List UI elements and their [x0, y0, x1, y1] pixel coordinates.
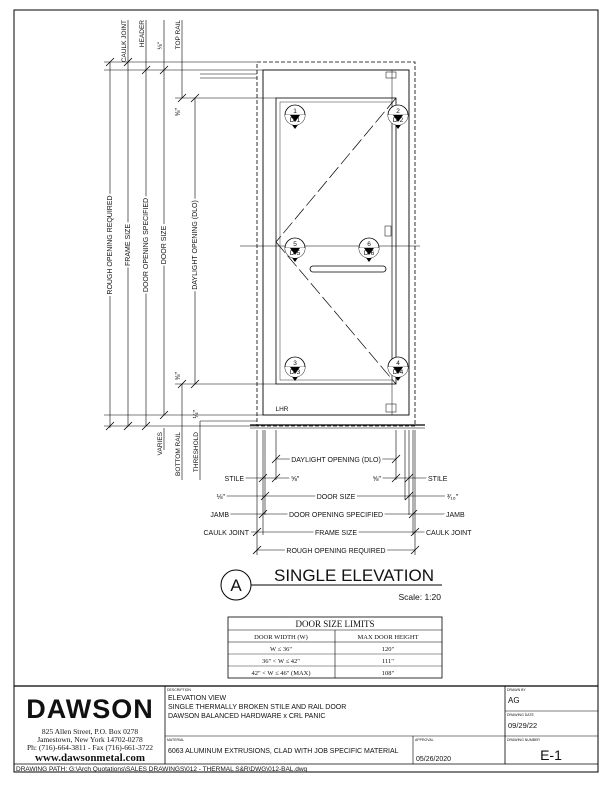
callout-3[interactable]	[285, 357, 305, 381]
dim-label-caulk-left: CAULK JOINT	[203, 530, 249, 537]
limits-row-1-width: W ≤ 36"	[270, 646, 292, 653]
dim-label-stile-left: STILE	[224, 476, 244, 483]
drawn-by-label: DRAWN BY	[507, 688, 526, 692]
dim-label-varies: VARIES	[157, 432, 164, 456]
address-line-2: Jamestown, New York 14702-0278	[37, 735, 143, 744]
drawn-by-value: AG	[508, 696, 520, 705]
callout-5-number: 5	[293, 241, 297, 248]
description-line-3: DAWSON BALANCED HARDWARE x CRL PANIC	[168, 713, 326, 720]
limits-row-2-height: 111"	[382, 658, 394, 665]
drawing-date-label: DRAWING DATE	[507, 713, 534, 717]
callout-1-sheet: D-1	[289, 117, 301, 124]
dim-label-door-size-right: ³⁄₁₆"	[447, 494, 459, 501]
description-line-2: SINGLE THERMALLY BROKEN STILE AND RAIL DOOR	[168, 704, 347, 711]
material-cell	[167, 738, 399, 755]
approval-date: 05/26/2020	[416, 756, 452, 763]
callout-2-sheet: D-2	[392, 117, 404, 124]
address-line-1: 825 Allen Street, P.O. Box 0278	[41, 727, 139, 736]
callout-1[interactable]	[285, 105, 305, 129]
description-label: DESCRIPTION	[167, 688, 191, 692]
callout-3-number: 3	[293, 360, 297, 367]
vertical-labels	[107, 20, 200, 476]
dim-label-five-eighths-top: ⅝"	[175, 108, 182, 117]
limits-row-2-width: 36" < W ≤ 42"	[262, 658, 300, 665]
view-title	[221, 566, 442, 602]
detail-callouts	[285, 105, 408, 381]
dim-label-rough-opening: ROUGH OPENING REQUIRED	[107, 195, 114, 295]
view-title-letter: A	[230, 576, 242, 595]
dim-label-header: HEADER	[139, 20, 146, 48]
callout-6-number: 6	[367, 241, 371, 248]
dim-label-door-opening-horizontal: DOOR OPENING SPECIFIED	[288, 512, 384, 519]
dim-label-threshold: THRESHOLD	[193, 432, 200, 473]
dim-label-door-opening: DOOR OPENING SPECIFIED	[143, 197, 150, 293]
drawing-date-cell	[507, 713, 537, 730]
material-value: 6063 ALUMINUM EXTRUSIONS, CLAD WITH JOB SPECIFIC MATERIAL	[168, 748, 399, 755]
material-label: MATERIAL	[167, 738, 185, 742]
approval-label: APPROVAL	[415, 738, 434, 742]
dim-label-quarter: ¼"	[193, 410, 200, 419]
dim-label-caulk-joint-top: CAULK JOINT	[121, 20, 128, 63]
callout-4-sheet: D-4	[392, 369, 404, 376]
dim-label-jamb-left: JAMB	[210, 512, 229, 519]
dim-label-rough-opening-horizontal: ROUGH OPENING REQUIRED	[286, 548, 386, 555]
drawing-number-cell	[507, 738, 562, 763]
approval-cell	[415, 738, 451, 763]
dim-label-dlo-horizontal: DAYLIGHT OPENING (DLO)	[291, 457, 381, 464]
dim-label-eighth-top: ⅛"	[157, 42, 164, 50]
company-logo: DAWSON	[26, 694, 154, 724]
drawn-by-cell	[507, 688, 526, 705]
dim-label-dlo: DAYLIGHT OPENING (DLO)	[192, 200, 199, 290]
limits-row-1-height: 120"	[381, 646, 395, 653]
view-title-scale: Scale: 1:20	[398, 592, 441, 602]
horizontal-labels	[203, 457, 472, 555]
callout-6-sheet: D-6	[363, 250, 375, 257]
drawing-date-value: 09/29/22	[508, 721, 538, 730]
dim-label-frac-left: ⅝"	[291, 476, 300, 483]
dim-label-door-size-left: ⅛"	[216, 494, 225, 501]
callout-5-sheet: D-5	[289, 250, 301, 257]
vertical-ticks	[106, 58, 199, 430]
limits-header-width: DOOR WIDTH (W)	[254, 634, 308, 641]
limits-row-3-height: 108"	[381, 670, 395, 677]
dim-label-door-size: DOOR SIZE	[161, 225, 168, 265]
description-line-1: ELEVATION VIEW	[168, 695, 227, 702]
dim-label-frac-right: ⅝"	[372, 476, 381, 483]
limits-table-title: DOOR SIZE LIMITS	[295, 619, 375, 629]
horizontal-ticks	[253, 455, 419, 554]
limits-header-height: MAX DOOR HEIGHT	[357, 634, 419, 641]
callout-3-sheet: D-3	[289, 369, 301, 376]
hinge-label: LHR	[275, 406, 289, 413]
drawing-path: DRAWING PATH: G:\Arch Quotations\SALES DRAWINGS\012 - THERMAL S&R\DWG\012-BAL.dwg	[16, 766, 308, 773]
callout-5[interactable]	[285, 238, 305, 262]
description-cell	[167, 688, 346, 720]
view-title-text: SINGLE ELEVATION	[274, 566, 434, 585]
drawing-number-value: E-1	[540, 747, 562, 763]
dim-label-top-rail: TOP RAIL	[175, 20, 182, 50]
callout-4[interactable]	[388, 357, 408, 381]
callout-2-number: 2	[396, 108, 400, 115]
dim-label-caulk-right: CAULK JOINT	[426, 530, 472, 537]
callout-1-number: 1	[293, 108, 297, 115]
sheet-border	[14, 10, 598, 772]
dim-label-stile-right: STILE	[428, 476, 448, 483]
dim-label-frame-size-horizontal: FRAME SIZE	[314, 530, 358, 537]
limits-row-3-width: 42" < W ≤ 46" (MAX)	[251, 670, 311, 677]
phone-fax: Ph: (716)-664-3811 - Fax (716)-661-3722	[27, 743, 153, 752]
dim-label-bottom-rail: BOTTOM RAIL	[175, 432, 182, 476]
dim-label-door-size-horizontal: DOOR SIZE	[316, 494, 356, 501]
company-address	[27, 727, 153, 764]
drawing-number-label: DRAWING NUMBER	[507, 738, 540, 742]
callout-4-number: 4	[396, 360, 400, 367]
dim-label-jamb-right: JAMB	[446, 512, 465, 519]
callout-6[interactable]	[359, 238, 379, 262]
dim-label-frame-size: FRAME SIZE	[125, 223, 132, 267]
website[interactable]: www.dawsonmetal.com	[35, 752, 145, 764]
dim-label-five-eighths-bottom: ⅝"	[175, 372, 182, 381]
callout-2[interactable]	[388, 105, 408, 129]
